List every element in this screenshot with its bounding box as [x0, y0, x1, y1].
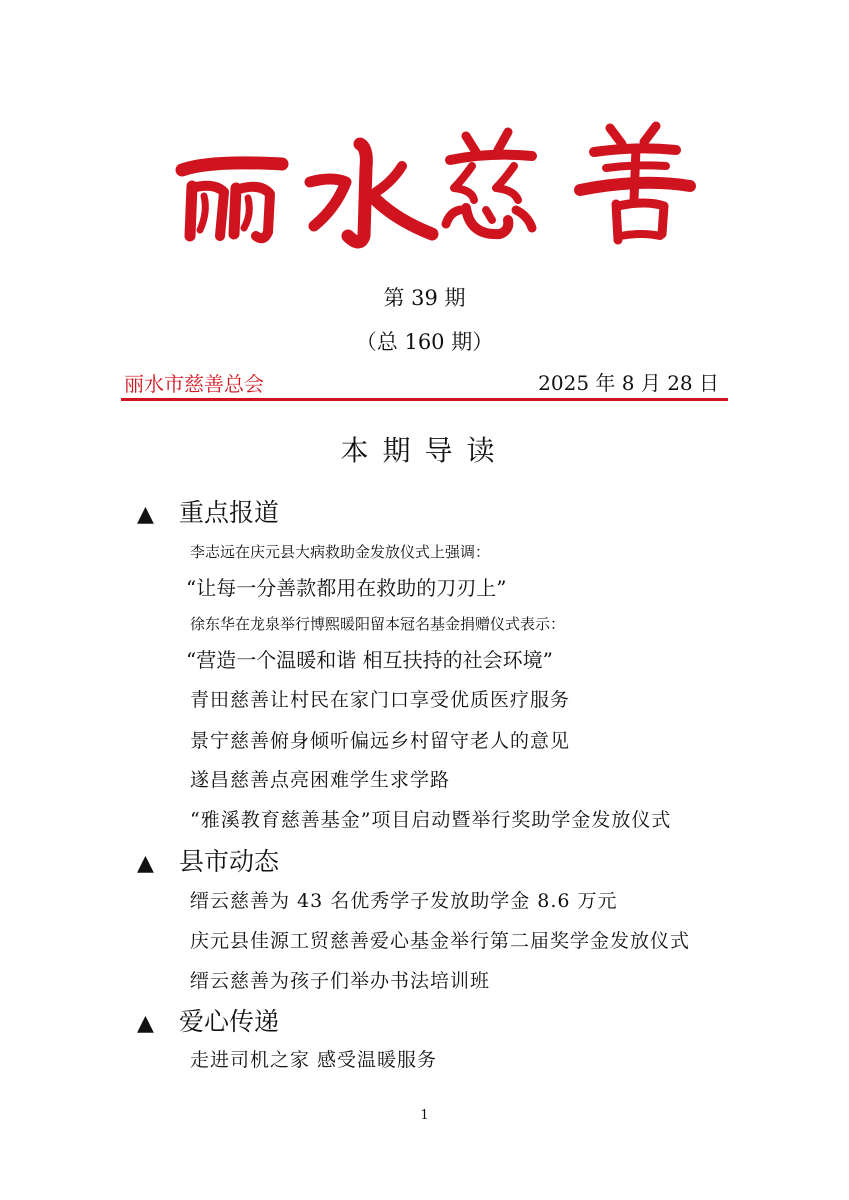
section-heading — [137, 842, 279, 878]
masthead-logo — [170, 108, 700, 258]
issue-total: （总 160 期） — [355, 330, 494, 354]
headline-quote: “让每一分善款都用在救助的刀刃上” — [186, 576, 507, 600]
section-title: 重点报道 — [179, 498, 280, 527]
publish-date: 2025 年 8 月 28 日 — [538, 371, 719, 395]
logo-char-ci — [446, 132, 532, 234]
triangle-icon: ▲ — [137, 502, 154, 527]
masthead-calligraphy — [170, 108, 700, 258]
org-name: 丽水市慈善总会 — [124, 372, 264, 396]
logo-char-li — [182, 163, 282, 238]
list-item: “雅溪教育慈善基金”项目启动暨举行奖助学金发放仪式 — [190, 809, 672, 831]
header-divider — [121, 398, 728, 401]
list-item: 遂昌慈善点亮困难学生求学路 — [190, 769, 451, 791]
list-item: 缙云慈善为 43 名优秀学子发放助学金 8.6 万元 — [190, 890, 618, 912]
list-item: 青田慈善让村民在家门口享受优质医疗服务 — [190, 689, 571, 711]
section-title: 县市动态 — [179, 847, 280, 876]
list-item: 缙云慈善为孩子们举办书法培训班 — [190, 970, 491, 992]
triangle-icon: ▲ — [137, 1011, 154, 1036]
guide-title: 本期导读 — [340, 434, 509, 467]
headline-quote: “营造一个温暖和谐 相互扶持的社会环境” — [186, 648, 553, 672]
logo-char-shui — [310, 144, 432, 242]
page-number: 1 — [420, 1108, 429, 1123]
section-heading — [137, 493, 279, 529]
lead-text: 徐东华在龙泉举行博熙暖阳留本冠名基金捐赠仪式表示： — [190, 615, 566, 633]
logo-char-shan — [580, 126, 690, 240]
list-item: 景宁慈善俯身倾听偏远乡村留守老人的意见 — [190, 730, 571, 752]
lead-text: 李志远在庆元县大病救助金发放仪式上强调： — [190, 543, 491, 561]
list-item: 庆元县佳源工贸慈善爱心基金举行第二届奖学金发放仪式 — [190, 930, 691, 952]
list-item: 走进司机之家 感受温暖服务 — [190, 1049, 438, 1071]
triangle-icon: ▲ — [137, 851, 154, 876]
section-heading — [137, 1002, 279, 1038]
section-title: 爱心传递 — [179, 1007, 280, 1036]
issue-number: 第 39 期 — [383, 286, 466, 310]
